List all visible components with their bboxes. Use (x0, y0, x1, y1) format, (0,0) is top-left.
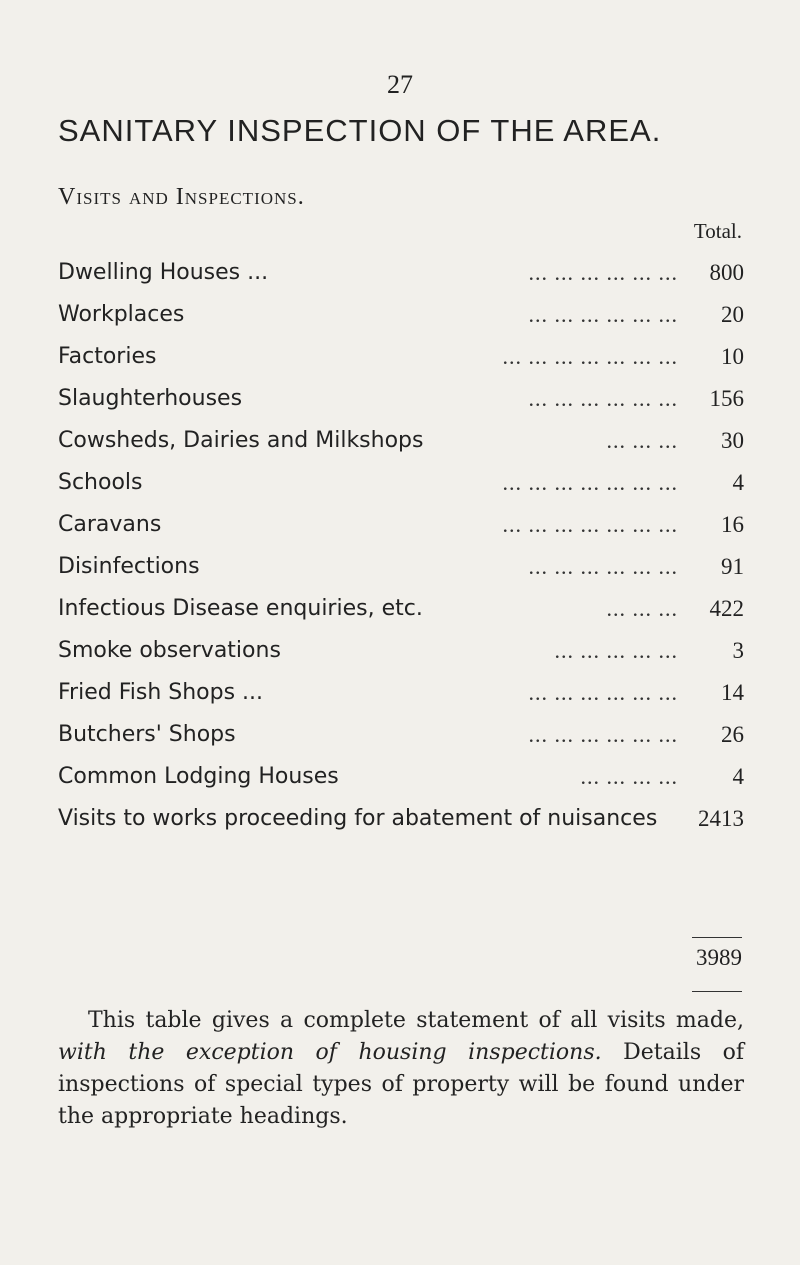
dot-leader: ... ... ... ... ... ... (528, 554, 678, 579)
row-label: Infectious Disease enquiries, etc. (58, 596, 423, 621)
row-value: 4 (732, 764, 744, 789)
row-value: 91 (721, 554, 744, 579)
table-row (58, 252, 744, 294)
table-row (58, 630, 744, 672)
note-text-part2: Details of inspections of special types of property will be found under the appropriate headings. (58, 1040, 744, 1129)
dot-leader: ... ... ... ... ... ... (528, 722, 678, 747)
row-label: Slaughterhouses (58, 386, 243, 411)
table-row (58, 420, 744, 462)
dot-leader: ... ... ... ... ... ... (528, 302, 678, 327)
row-value: 26 (721, 722, 744, 747)
row-value: 2413 (698, 806, 744, 831)
row-label: Butchers' Shops (58, 722, 236, 747)
row-value: 156 (709, 386, 744, 411)
dot-leader: ... ... ... ... ... ... (528, 386, 678, 411)
row-value: 4 (732, 470, 744, 495)
table-row (58, 336, 744, 378)
row-label: Caravans (58, 512, 162, 537)
total-rule-top (692, 937, 742, 938)
table-row (58, 504, 744, 546)
page-title: SANITARY INSPECTION OF THE AREA. (58, 113, 662, 148)
dot-leader: ... ... ... ... ... ... ... (502, 512, 678, 537)
row-label: Smoke observations (58, 638, 281, 663)
row-label: Disinfections (58, 554, 200, 579)
table-row (58, 462, 744, 504)
row-label: Dwelling Houses ... (58, 260, 269, 285)
table-row (58, 714, 744, 756)
row-value: 30 (721, 428, 744, 453)
row-label: Factories (58, 344, 157, 369)
row-value: 422 (709, 596, 744, 621)
dot-leader: ... ... ... (606, 428, 678, 453)
row-label: Visits to works proceeding for abatement of nuisances (58, 806, 658, 831)
table-row (58, 798, 744, 840)
dot-leader: ... ... ... ... ... ... (528, 260, 678, 285)
dot-leader: ... ... ... ... (580, 764, 678, 789)
total-rule-bottom (692, 991, 742, 992)
row-value: 800 (709, 260, 744, 285)
table-row (58, 378, 744, 420)
table-row (58, 588, 744, 630)
table-row (58, 546, 744, 588)
row-value: 10 (721, 344, 744, 369)
row-label: Cowsheds, Dairies and Milkshops (58, 428, 424, 453)
table-row (58, 672, 744, 714)
dot-leader: ... ... ... ... ... (554, 638, 678, 663)
table-row (58, 294, 744, 336)
row-label: Workplaces (58, 302, 185, 327)
inspection-table (58, 252, 744, 840)
note-text-part1: This table gives a complete statement of all visits made, (88, 1008, 744, 1033)
row-label: Fried Fish Shops ... (58, 680, 264, 705)
note-paragraph (58, 1005, 744, 1133)
row-value: 20 (721, 302, 744, 327)
dot-leader: ... ... ... ... ... ... (528, 680, 678, 705)
total-column-heading: Total. (693, 219, 742, 243)
dot-leader: ... ... ... ... ... ... ... (502, 470, 678, 495)
table-row (58, 756, 744, 798)
dot-leader: ... ... ... ... ... ... ... (502, 344, 678, 369)
note-text-italic: with the exception of housing inspections. (58, 1040, 602, 1065)
row-label: Common Lodging Houses (58, 764, 339, 789)
row-value: 3 (732, 638, 744, 663)
page-number: 27 (387, 70, 413, 99)
dot-leader: ... ... ... (606, 596, 678, 621)
row-label: Schools (58, 470, 143, 495)
section-heading: Visits and Inspections. (58, 184, 305, 210)
row-value: 16 (721, 512, 744, 537)
row-value: 14 (721, 680, 744, 705)
grand-total: 3989 (696, 945, 742, 970)
